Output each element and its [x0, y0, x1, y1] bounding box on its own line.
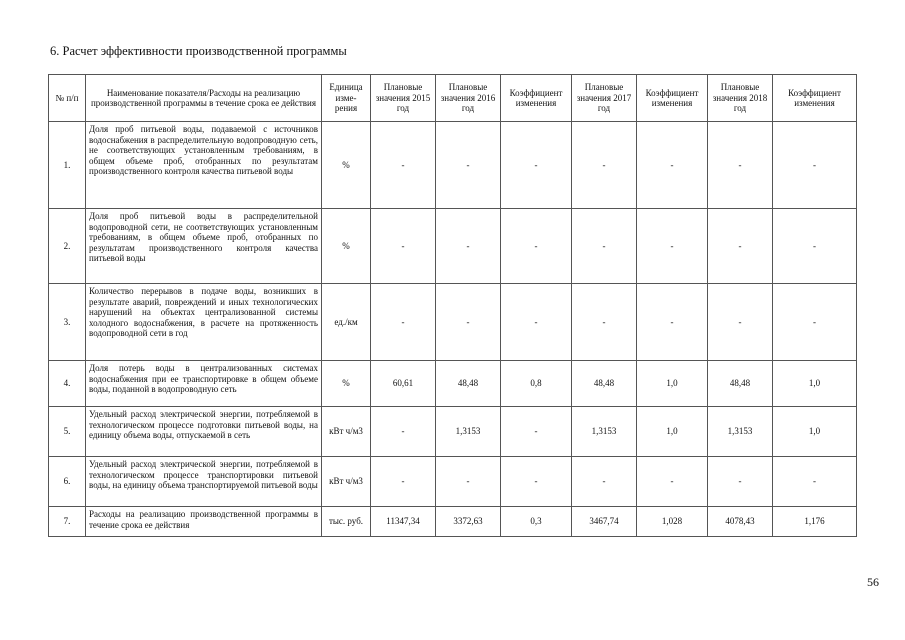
value-cell: 1,0	[637, 407, 708, 457]
unit-cell: кВт ч/м3	[322, 457, 371, 507]
unit-cell: ед./км	[322, 284, 371, 361]
value-cell: 48,48	[708, 361, 773, 407]
row-number: 3.	[49, 284, 86, 361]
page-number: 56	[867, 575, 879, 589]
value-cell: -	[371, 457, 436, 507]
value-cell: -	[773, 122, 857, 209]
value-cell: 1,3153	[572, 407, 637, 457]
value-cell: 1,0	[637, 361, 708, 407]
header-cell: Коэффициент изменения	[501, 75, 572, 122]
indicator-name: Доля проб питьевой воды в распределительной водопроводной сети, не соответствующих установленным требованиям, в общем объеме проб, отобранных по результатам производственного контроля качества питьевой воды	[86, 209, 322, 284]
unit-cell: %	[322, 361, 371, 407]
value-cell: -	[501, 284, 572, 361]
value-cell: -	[773, 209, 857, 284]
indicator-name: Удельный расход электрической энергии, потребляемой в технологическом процессе подготовки питьевой воды, на единицу объема воды, отпускаемой в сеть	[86, 407, 322, 457]
value-cell: -	[637, 284, 708, 361]
row-number: 4.	[49, 361, 86, 407]
row-number: 5.	[49, 407, 86, 457]
header-row	[49, 75, 857, 122]
value-cell: -	[708, 122, 773, 209]
value-cell: 4078,43	[708, 507, 773, 537]
indicator-name: Количество перерывов в подаче воды, возникших в результате аварий, повреждений и иных технологических нарушений на объектах централизованной системы холодного водоснабжения, в расчете на протяженность водопроводной сети в год	[86, 284, 322, 361]
value-cell: -	[572, 284, 637, 361]
value-cell: -	[371, 407, 436, 457]
header-cell: Коэффициент изменения	[773, 75, 857, 122]
unit-cell: %	[322, 209, 371, 284]
value-cell: 3372,63	[436, 507, 501, 537]
value-cell: -	[371, 122, 436, 209]
table-row	[49, 507, 857, 537]
value-cell: 1,028	[637, 507, 708, 537]
value-cell: 0,3	[501, 507, 572, 537]
value-cell: -	[637, 122, 708, 209]
value-cell: -	[501, 122, 572, 209]
value-cell: -	[501, 209, 572, 284]
header-cell: Плановые значения 2017 год	[572, 75, 637, 122]
value-cell: -	[371, 209, 436, 284]
value-cell: -	[501, 407, 572, 457]
unit-cell: кВт ч/м3	[322, 407, 371, 457]
section-heading: 6. Расчет эффективности производственной программы	[50, 44, 347, 58]
value-cell: 11347,34	[371, 507, 436, 537]
table-row	[49, 407, 857, 457]
table-row	[49, 284, 857, 361]
header-cell: Коэффициент изменения	[637, 75, 708, 122]
row-number: 6.	[49, 457, 86, 507]
value-cell: -	[572, 122, 637, 209]
value-cell: 1,0	[773, 361, 857, 407]
table-row	[49, 122, 857, 209]
value-cell: 1,3153	[708, 407, 773, 457]
value-cell: 48,48	[436, 361, 501, 407]
value-cell: -	[436, 122, 501, 209]
table-row	[49, 457, 857, 507]
value-cell: -	[436, 209, 501, 284]
row-number: 7.	[49, 507, 86, 537]
value-cell: -	[708, 457, 773, 507]
header-cell: Плановые значения 2015 год	[371, 75, 436, 122]
header-cell: Наименование показателя/Расходы на реализацию производственной программы в течение срока ее действия	[86, 75, 322, 122]
header-cell: Плановые значения 2018 год	[708, 75, 773, 122]
table-row	[49, 209, 857, 284]
header-cell: Плановые значения 2016 год	[436, 75, 501, 122]
indicator-name: Доля проб питьевой воды, подаваемой с источников водоснабжения в распределительную водопроводную сеть, не соответствующих установленным требованиям, в общем объеме проб, отобранных по результатам производственного контроля качества питьевой воды	[86, 122, 322, 209]
value-cell: -	[501, 457, 572, 507]
efficiency-table	[48, 74, 857, 537]
value-cell: -	[572, 209, 637, 284]
table-row	[49, 361, 857, 407]
value-cell: -	[708, 209, 773, 284]
value-cell: 0,8	[501, 361, 572, 407]
value-cell: -	[637, 457, 708, 507]
header-cell: Единица изме-рения	[322, 75, 371, 122]
indicator-name: Расходы на реализацию производственной программы в течение срока ее действия	[86, 507, 322, 537]
value-cell: 48,48	[572, 361, 637, 407]
unit-cell: %	[322, 122, 371, 209]
value-cell: -	[436, 284, 501, 361]
value-cell: -	[708, 284, 773, 361]
value-cell: 1,176	[773, 507, 857, 537]
value-cell: -	[572, 457, 637, 507]
header-cell: № п/п	[49, 75, 86, 122]
value-cell: -	[436, 457, 501, 507]
value-cell: -	[773, 457, 857, 507]
value-cell: -	[371, 284, 436, 361]
value-cell: 1,3153	[436, 407, 501, 457]
unit-cell: тыс. руб.	[322, 507, 371, 537]
row-number: 2.	[49, 209, 86, 284]
value-cell: -	[773, 284, 857, 361]
value-cell: -	[637, 209, 708, 284]
indicator-name: Удельный расход электрической энергии, потребляемой в технологическом процессе транспортировки питьевой воды, на единицу объема транспортируемой питьевой воды	[86, 457, 322, 507]
value-cell: 1,0	[773, 407, 857, 457]
value-cell: 60,61	[371, 361, 436, 407]
indicator-name: Доля потерь воды в централизованных системах водоснабжения при ее транспортировке в общем объеме воды, поданной в водопроводную сеть	[86, 361, 322, 407]
row-number: 1.	[49, 122, 86, 209]
value-cell: 3467,74	[572, 507, 637, 537]
